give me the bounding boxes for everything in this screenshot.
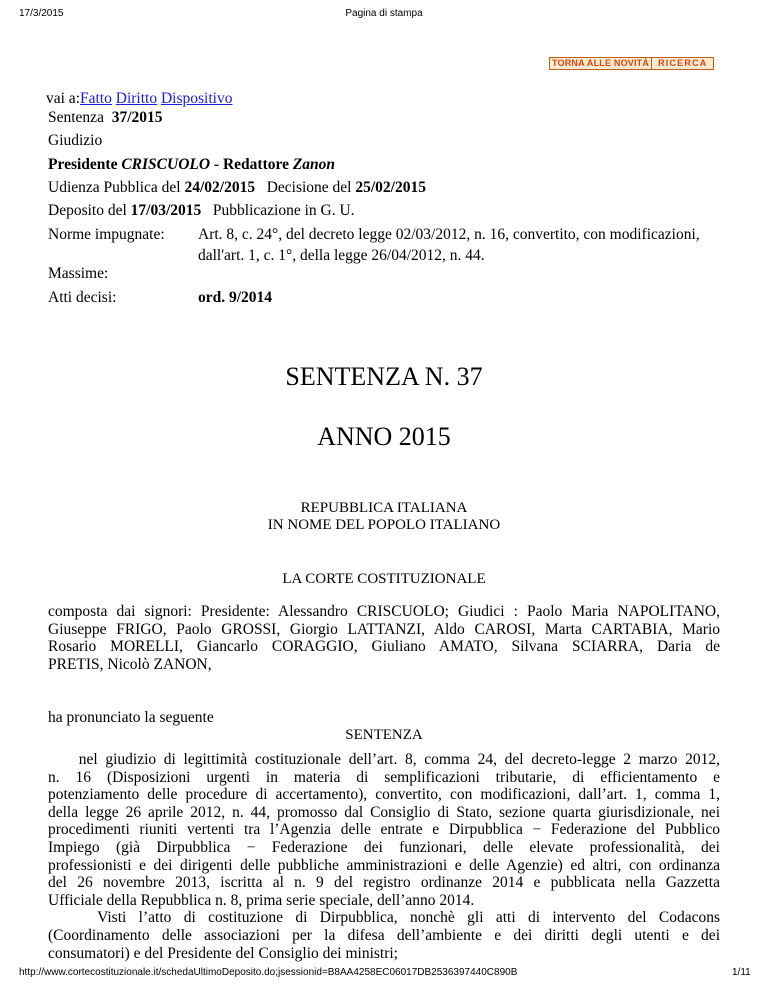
composta-line: Rosario MORELLI, Giancarlo CORAGGIO, Giuliano AMATO, Silvana SCIARRA, Daria de [48,638,720,656]
presidente-label: Presidente [48,156,118,173]
composta-line: PRETIS, Nicolò ZANON, [48,655,212,673]
body-line: Impiego (già Dirpubblica − Federazione dei funzionari, delle elevate professionalità, dei [48,838,720,856]
pubblicazione-label: Pubblicazione in G. U. [212,202,355,219]
decisione-value: 25/02/2015 [355,179,426,196]
norme-line-1: Art. 8, c. 24°, del decreto legge 02/03/2012, n. 16, convertito, con modificazioni, [198,226,700,243]
composta-line: Giuseppe FRIGO, Paolo GROSSI, Giorgio LATTANZI, Aldo CAROSI, Marta CARTABIA, Mario [48,620,720,638]
body-line: Visti l’atto di costituzione di Dirpubblica, nonchè gli atti di intervento del Codacons [48,909,720,927]
decisione-label: Decisione del [266,179,352,196]
sentenza-title: SENTENZA N. 37 [285,362,483,391]
print-page-title: Pagina di stampa [345,8,423,19]
pronunciato-text: ha pronunciato la seguente [48,709,214,726]
repubblica-heading: REPUBBLICA ITALIANA [300,500,468,516]
composta-paragraph [48,603,720,673]
deposito-label: Deposito del [48,202,127,219]
composta-line: composta dai signori: Presidente: Alessandro CRISCUOLO; Giudici : Paolo Maria NAPOLITANO, [48,603,720,620]
deposito-row [48,202,355,220]
body-line: del 26 novembre 2013, iscritta al n. 9 del registro ordinanze 2014 e pubblicata nella Gazzetta [48,874,720,892]
body-line: nel giudizio di legittimità costituzionale dell’art. 8, comma 24, del decreto-legge 2 marzo 2012, [48,751,720,768]
top-buttons [549,57,714,70]
sentenza-label: Sentenza [48,109,104,126]
body-line: (Coordinamento delle associazioni per la difesa dell’ambiente e dei diritti degli utenti e dei [48,926,720,944]
atti-label: Atti decisi: [48,289,117,306]
massime-label: Massime: [48,265,109,282]
footer-url: http://www.cortecostituzionale.it/schedaUltimoDeposito.do;jsessionid=B8AA4258EC06017DB2536397440C890B [19,967,518,978]
redattore-label: - Redattore [210,156,289,173]
norme-row [48,226,700,264]
massime-row [48,265,108,283]
nav-link-diritto[interactable]: Diritto [115,90,158,107]
body-line: consumatori) e del Presidente del Consiglio dei ministri; [48,944,398,962]
udienza-row [48,179,426,197]
udienza-value: 24/02/2015 [184,179,256,196]
norme-line-2: dall'art. 1, c. 1°, della legge 26/04/2012, n. 44. [198,247,485,264]
corte-heading: LA CORTE COSTITUZIONALE [282,571,486,587]
redattore-name: Zanon [292,156,336,173]
body-line: n. 16 (Disposizioni urgenti in materia di semplificazioni tributarie, di efficientamento e [48,768,720,786]
ricerca-button[interactable]: RICERCA [652,57,714,70]
norme-label: Norme impugnate: [48,226,165,243]
section-nav [46,90,232,108]
deposito-value: 17/03/2015 [130,202,202,219]
footer-page-number: 1/11 [732,967,751,978]
body-line: professionisti e dei dirigenti delle pubbliche amministrazioni e delle Agenzie) ed altri, con ordinanza [48,856,720,874]
presidente-name: CRISCUOLO [121,156,211,173]
body-line: Ufficiale della Repubblica n. 8, prima serie speciale, dell’anno 2014. [48,891,475,909]
sentenza-heading: SENTENZA [345,727,423,743]
body-paragraph [48,751,720,962]
presidente-row [48,156,335,174]
print-date: 17/3/2015 [19,8,64,19]
body-line: procedimenti riuniti vertenti tra l’Agenzia delle entrate e Dirpubblica − Federazione del Pubblico [48,821,720,839]
body-line: della legge 26 aprile 2012, n. 44, promosso dal Consiglio di Stato, sezione quarta giurisdizionale, nei [48,803,720,821]
nav-link-dispositivo[interactable]: Dispositivo [160,90,233,107]
sentenza-value: 37/2015 [111,109,163,126]
torna-alle-novita-button[interactable]: TORNA ALLE NOVITÀ [549,57,652,70]
popolo-heading: IN NOME DEL POPOLO ITALIANO [267,517,501,533]
nav-link-fatto[interactable]: Fatto [80,90,112,107]
atti-value: ord. 9/2014 [198,289,273,306]
giudizio-row: Giudizio [48,132,103,149]
atti-row [48,289,273,307]
udienza-label: Udienza Pubblica del [48,179,181,196]
nav-prefix: vai a: [46,90,80,107]
body-line: potenziamento delle procedure di accertamento), convertito, con modificazioni, dall’art. 1, comma 1, [48,786,720,804]
anno-title: ANNO 2015 [317,422,451,451]
sentenza-row [48,109,163,127]
